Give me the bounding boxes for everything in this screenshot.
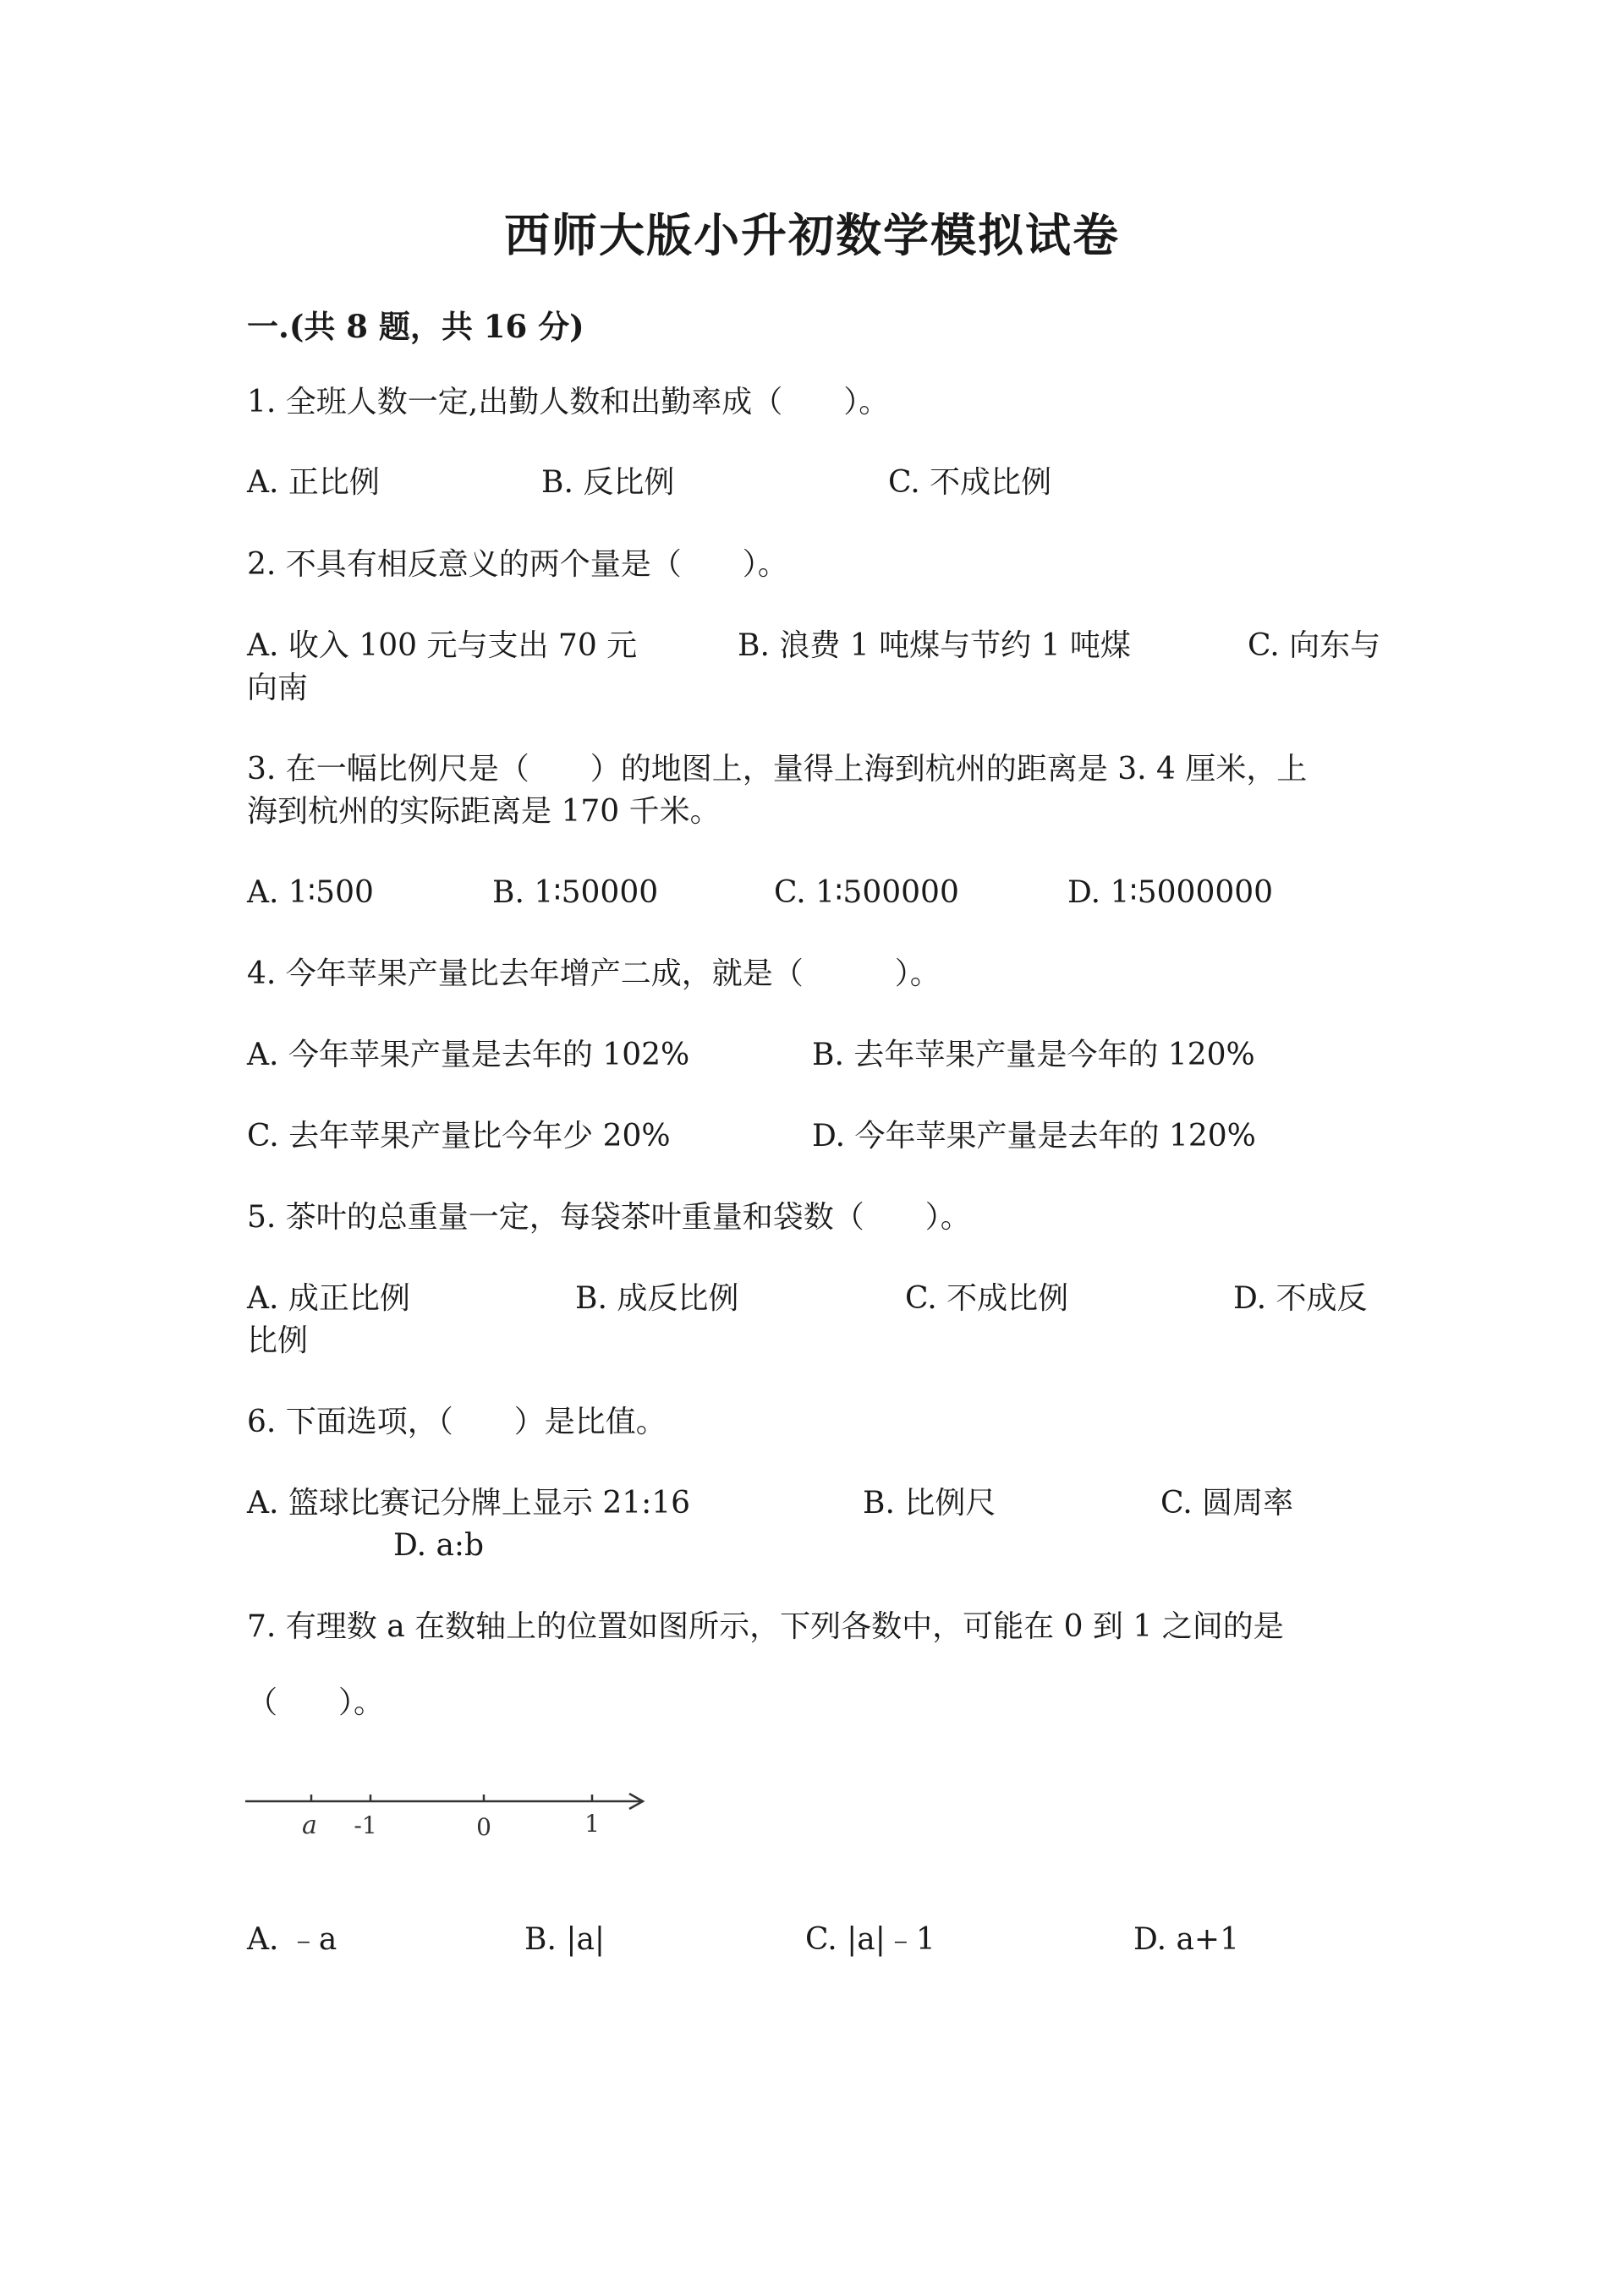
question-6-option-c: C. 圆周率 [1160, 1486, 1294, 1521]
question-5-stem: 5. 茶叶的总重量一定，每袋茶叶重量和袋数（ ）。 [247, 1200, 971, 1235]
question-3-option-d: D. 1∶5000000 [1067, 875, 1274, 910]
question-5-option-d-continued: 比例 [247, 1323, 309, 1358]
question-2-option-a: A. 收入 100 元与支出 70 元 [247, 628, 638, 663]
section-heading: 一.(共 8 题，共 16 分) [247, 308, 584, 345]
question-2-stem: 2. 不具有相反意义的两个量是（ ）。 [247, 547, 788, 582]
number-line-label-0: 0 [476, 1813, 491, 1841]
question-2-option-b: B. 浪费 1 吨煤与节约 1 吨煤 [738, 628, 1131, 663]
question-7-stem-line-1: 7. 有理数 a 在数轴上的位置如图所示，下列各数中，可能在 0 到 1 之间的是 [247, 1609, 1284, 1644]
question-3-stem-line-2: 海到杭州的实际距离是 170 千米。 [247, 794, 721, 829]
question-5-option-c: C. 不成比例 [905, 1281, 1069, 1316]
question-2-option-c-continued: 向南 [247, 671, 309, 705]
question-7-option-d: D. a+1 [1133, 1922, 1239, 1957]
question-5-option-b: B. 成反比例 [575, 1281, 739, 1316]
page-title: 西师大版小升初数学模拟试卷 [504, 208, 1120, 262]
question-3-option-c: C. 1∶500000 [774, 875, 959, 910]
question-7-option-b: B. |a| [524, 1922, 606, 1957]
question-7-stem-line-2: （ ）。 [247, 1685, 385, 1720]
question-1-option-a: A. 正比例 [247, 465, 380, 500]
question-3-option-b: B. 1∶50000 [492, 875, 659, 910]
number-line-figure [244, 1767, 667, 1844]
question-6-option-a: A. 篮球比赛记分牌上显示 21:16 [247, 1486, 691, 1521]
number-line-label-1: 1 [584, 1810, 600, 1838]
question-4-option-c: C. 去年苹果产量比今年少 20% [247, 1119, 671, 1153]
question-6-option-d: D. a:b [393, 1528, 485, 1563]
question-7-option-a: A. ﹣a [247, 1922, 337, 1957]
question-1-stem: 1. 全班人数一定,出勤人数和出勤率成（ ）。 [247, 385, 890, 419]
question-5-option-d: D. 不成反 [1233, 1281, 1368, 1316]
question-4-option-a: A. 今年苹果产量是去年的 102% [247, 1038, 690, 1072]
number-line-label-a: a [302, 1811, 317, 1840]
question-2-option-c: C. 向东与 [1248, 628, 1381, 663]
question-1-option-b: B. 反比例 [541, 465, 675, 500]
question-4-stem: 4. 今年苹果产量比去年增产二成，就是（ ）。 [247, 956, 941, 991]
question-4-option-b: B. 去年苹果产量是今年的 120% [812, 1038, 1255, 1072]
question-6-option-b: B. 比例尺 [863, 1486, 996, 1521]
question-5-option-a: A. 成正比例 [247, 1281, 410, 1316]
question-4-option-d: D. 今年苹果产量是去年的 120% [812, 1119, 1256, 1153]
question-7-option-c: C. |a|﹣1 [805, 1922, 935, 1957]
question-1-option-c: C. 不成比例 [888, 465, 1052, 500]
number-line-label-minus-1: -1 [354, 1811, 377, 1839]
question-3-option-a: A. 1∶500 [247, 875, 374, 910]
question-6-stem: 6. 下面选项，（ ）是比值。 [247, 1405, 667, 1439]
question-3-stem-line-1: 3. 在一幅比例尺是（ ）的地图上，量得上海到杭州的距离是 3. 4 厘米，上 [247, 752, 1308, 786]
